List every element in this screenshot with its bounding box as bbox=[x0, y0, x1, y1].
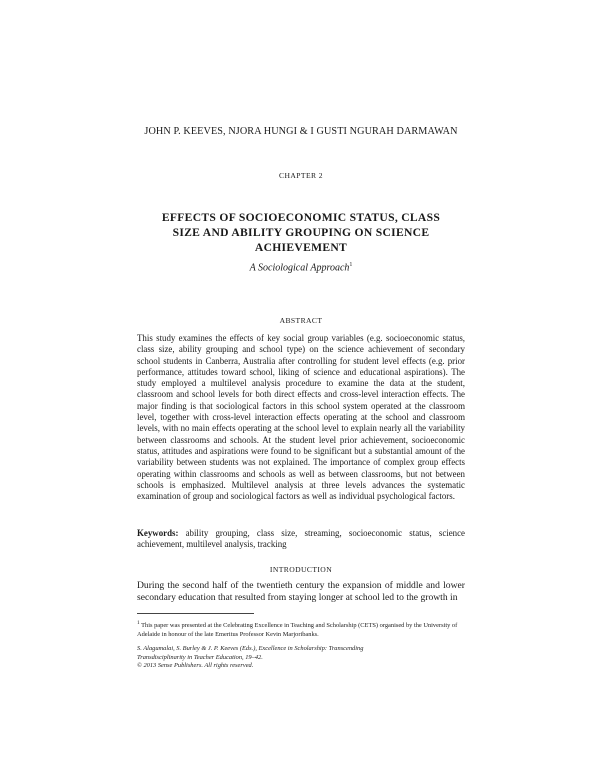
citation-line: S. Alagumalai, S. Burley & J. P. Keeves (Eds.), Excellence in Scholarship: Transcending bbox=[137, 645, 364, 652]
footnote-divider bbox=[137, 613, 254, 614]
introduction-text: During the second half of the twentieth century the expansion of middle and lower secondary education that resulted from staying longer at school led to the growth in bbox=[137, 580, 465, 604]
footnote-text: This paper was presented at the Celebrating Excellence in Teaching and Scholarship (CETS) organised by the University of Adelaide in honour of the late Emeritus Professor Kevin Marjoribanks. bbox=[137, 622, 458, 638]
footnote bbox=[137, 619, 465, 639]
subtitle-text: A Sociological Approach bbox=[249, 262, 350, 274]
footnote-marker: 1 bbox=[137, 620, 140, 626]
keywords-label: Keywords: bbox=[137, 528, 179, 538]
chapter-title bbox=[137, 210, 465, 255]
title-line: SIZE AND ABILITY GROUPING ON SCIENCE bbox=[172, 226, 430, 239]
abstract-text: This study examines the effects of key social group variables (e.g. socioeconomic status, class size, ability grouping and school type) on the science achievement of secondary school students in Canberra, Australia after controlling for student level effects (e.g. prior performance, attitudes toward school, liking of science and educational aspirations). The study employed a multilevel analysis procedure to examine the data at the student, classroom and school levels for both direct effects and cross-level interaction effects. The major finding is that sociological factors in this school system operated at the classroom level, together with cross-level interaction effects operating at the school and classroom levels, with no main effects operating at the school level to explain nearly all the variability between classrooms and schools. At the student level prior achievement, socioeconomic status, attitudes and aspirations were found to be significant but a substantial amount of the variability between students was not explained. The importance of complex group effects operating within classrooms and schools as well as between classrooms, but not between schools is emphasized. Multilevel analysis at three levels advances the systematic examination of group and sociological factors as well as individual psychological factors. bbox=[137, 333, 465, 502]
chapter-label: CHAPTER 2 bbox=[279, 171, 323, 180]
keywords-text: ability grouping, class size, streaming, socioeconomic status, science achievement, multilevel analysis, tracking bbox=[137, 528, 465, 550]
authors: JOHN P. KEEVES, NJORA HUNGI & I GUSTI NGURAH DARMAWAN bbox=[144, 126, 458, 137]
citation-line: © 2013 Sense Publishers. All rights reserved. bbox=[137, 662, 254, 670]
citation-line: Transdisciplinarity in Teacher Education, 19–42. bbox=[137, 653, 263, 661]
citation bbox=[137, 645, 465, 671]
subtitle-footnote-marker: 1 bbox=[349, 262, 353, 268]
abstract-heading: ABSTRACT bbox=[279, 316, 323, 325]
title-line: EFFECTS OF SOCIOECONOMIC STATUS, CLASS bbox=[161, 211, 441, 224]
title-line: ACHIEVEMENT bbox=[254, 241, 348, 254]
subtitle bbox=[137, 262, 465, 273]
keywords bbox=[137, 528, 465, 551]
introduction-heading: INTRODUCTION bbox=[269, 565, 333, 574]
